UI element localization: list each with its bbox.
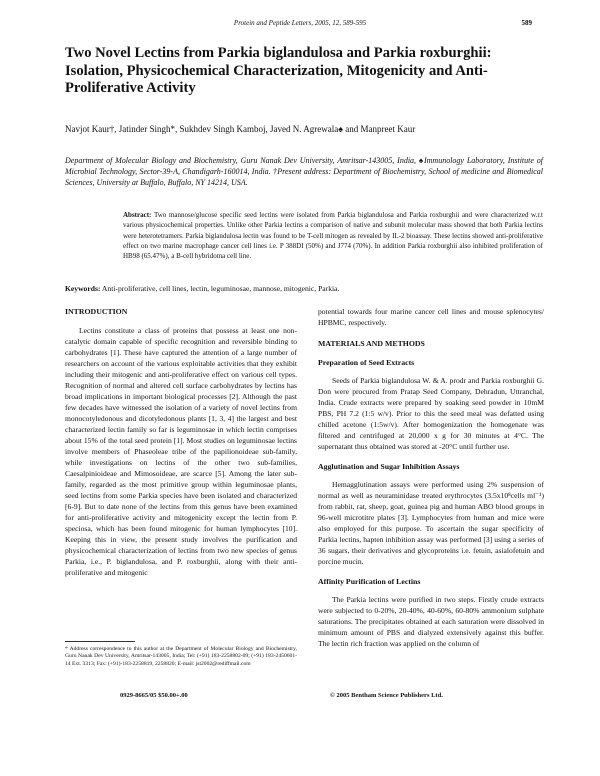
affiliations: Department of Molecular Biology and Biochemistry, Guru Nanak Dev University, Amritsar-143005, India, ♠Immunology Laboratory, Institute of Microbial Technology, Sector-39-A, Chandigarh-160014, India. †Present address: Department of Biochemistry, School of medicine and Biomedical Sciences, University at Buffalo, Buffalo, NY 14214, USA. — [65, 156, 543, 187]
keywords — [65, 284, 543, 293]
section-text-agglutination: Hemagglutination assays were performed using 2% suspension of normal as well as neuraminidase treated erythrocytes (3.5x10⁸cells ml⁻¹) from rabbit, rat, sheep, goat, guinea pig and human ABO blood groups in 96-well microtitre plates [3]. Lymphocytes from human and mice were also employed for this purpose. To ascertain the sugar specificity of Parkia lectins, hapten inhibition assay was performed [3] using a series of 36 sugars, their derivatives and glycoproteins i.e. fetuin, asialofetuin and porcine mucin. — [318, 480, 544, 566]
paper-title: Two Novel Lectins from Parkia biglandulosa and Parkia roxburghii: Isolation, Physicochemical Characterization, Mitogenicity and Anti-Proliferative Activity — [65, 45, 492, 96]
footnote-rule — [65, 641, 135, 642]
issn-line: 0929-8665/05 $50.00+.00 — [120, 692, 188, 699]
keywords-text: Anti-proliferative, cell lines, lectin, leguminosae, mannose, mitogenic, Parkia. — [101, 284, 340, 293]
keywords-label: Keywords: — [65, 284, 101, 293]
correspondence-footnote: * Address correspondence to this author at the Department of Molecular Biology and Biochemistry, Guru Nanak Dev University, Amritsar-143005, India; Tel: (+91) 183-2258802-09; (+91) 183-2450601-14 Ext. 3313; Fax: (+91)-183-2258819, 2258820; E-mail: jst2002@rediffmail.com — [65, 646, 297, 667]
abstract-label: Abstract: — [123, 211, 152, 219]
section-text-seed-extracts: Seeds of Parkia biglandulosa W. & A. prodr and Parkia roxburghii G. Don were procured from Pratap Seed Company, Dehradun, Uttranchal, India. Crude extracts were prepared by soaking seed powder in 10mM PBS, PH 7.2 (1:5 w/v). Prior to this the seed meal was defatted using chilled acetone (1:5w/v). After homogenization the homogenate was filtered and centrifuged at 20,000 x g for 30 minutes at 4°C. The supernatant thus obtained was stored at -20°C until further use. — [318, 376, 544, 451]
methods-heading: MATERIALS AND METHODS — [318, 339, 425, 348]
introduction-continuation: potential towards four marine cancer cell lines and mouse splenocytes/ HPBMC, respectively. — [318, 307, 544, 327]
left-column — [65, 306, 297, 578]
introduction-heading: INTRODUCTION — [65, 307, 128, 316]
abstract-text: Two mannose/glucose specific seed lectins were isolated from Parkia biglandulosa and Parkia roxburghii and were characterized w.r.t various physicochemical properties. Unlike other Parkia lectins a comparison of native and subunit molecular mass showed that both Parkia lectins were heterotetramers. Parkia biglandulosa lectin was found to be T-cell mitogen as revealed by IL-2 bioassay. These lectins showed anti-proliferative effect on two marine macrophage cancer cell lines i.e. P 388DI (50%) and J774 (70%). In addition Parkia roxburghii also inhibited proliferation of HB98 (65.47%), a B-cell hybridoma cell line. — [123, 211, 543, 261]
copyright-line: © 2005 Bentham Science Publishers Ltd. — [330, 692, 443, 699]
journal-header: Protein and Peptide Letters, 2005, 12, 589-595 — [233, 19, 367, 27]
author-list: Navjot Kaur†, Jatinder Singh*, Sukhdev Singh Kamboj, Javed N. Agrewala♠ and Manpreet Kaur — [65, 124, 416, 134]
abstract — [123, 210, 543, 261]
section-title-affinity: Affinity Purification of Lectins — [318, 577, 421, 586]
page-number: 589 — [521, 19, 532, 27]
section-text-affinity: The Parkia lectins were purified in two steps. Firstly crude extracts were subjected to 0-20%, 20-40%, 40-60%, 60-80% ammonium sulphate saturations. The precipitates obtained at each saturation were dissolved in minimum amount of PBS and dialyzed extensively against this buffer. The lectin rich fraction was applied on the column of — [318, 595, 544, 648]
right-column — [318, 306, 544, 649]
introduction-paragraph: Lectins constitute a class of proteins that possess at least one non-catalytic domain capable of specific recognition and reversible binding to carbohydrates [1]. These have captured the attention of a large number of researchers on account of the various exploitable activities that they exhibit including their mitogenic and anti-proliferative effect on various cell types. Recognition of normal and altered cell surface carbohydrates by lectins has broad implications in important biological processes [2]. Although the past few decades have witnessed the isolation of a variety of novel lectins from monocotyledonous and dicotyledonous plants [1, 3, 4] the largest and best characterized lectin family so far is leguminosae in which lectin comprises about 15% of the total seed protein [1]. Most studies on leguminosae lectins involve members of Phaseoleae tribe of the papilionoideae sub-family, while investigations on lectins of the other two sub-families, Caesalpinioideae and Mimosoideae, are scarce [5]. Among the later sub-family, regarded as the most primitive group within leguminosae plants, seed lectins from some Parkia species have been isolated and characterized [6-9]. But to date none of the lectins from this genus have been examined for anti-proliferative activity and mitogenicity except the lectin from P. speciosa, which has been found mitogenic for human lymphocytes [10]. Keeping this in view, the present study involves the purification and physicochemical characterization of lectins from two new species of genus Parkia, i.e., P. biglandulosa, and P. roxburghii, along with their anti-proliferative and mitogenic — [65, 326, 297, 577]
section-title-seed-extracts: Preparation of Seed Extracts — [318, 358, 415, 367]
section-title-agglutination: Agglutination and Sugar Inhibition Assays — [318, 462, 460, 471]
